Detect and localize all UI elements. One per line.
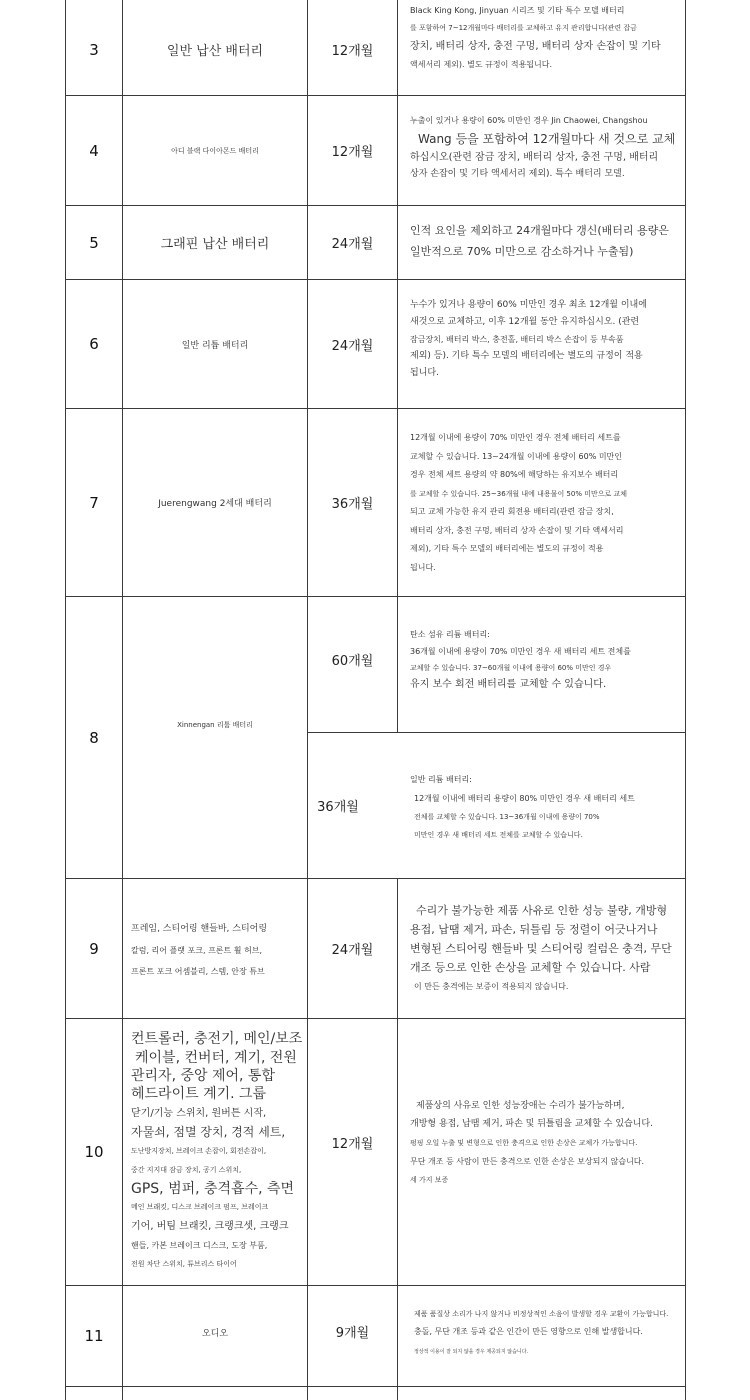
item-name: 아디 블랙 다이아몬드 배터리 [171, 146, 259, 155]
item-name: Xinnengan 리튬 배터리 [177, 721, 253, 729]
warranty-terms: 누출이 있거나 용량이 60% 미만인 경우 Jin Chaowei, Changshou Wang 등을 포함하여 12개월마다 새 것으로 교체 하십시오(관련 잠금 장치, 배터리 상자, 충전 구멍, 배터리 상자 손잡이 및 기타 액세서리 제외). 특수 배터리 모델. [410, 116, 676, 179]
warranty-period: 24개월 [331, 943, 374, 958]
row-number: 5 [89, 233, 99, 252]
warranty-terms: 탄소 섬유 리튬 배터리: 36개월 이내에 용량이 70% 미만인 경우 새 배터리 세트 전체를 교체할 수 있습니다. 37~60개월 이내에 용량이 60% 미만인 경우 유지 보수 회전 배터리를 교체할 수 있습니다. [410, 630, 631, 690]
item-name: 일반 납산 배터리 [166, 44, 264, 59]
warranty-terms: 제품 품질상 소리가 나지 않거나 비정상적인 소음이 발생할 경우 교환이 가능합니다. 충돌, 무단 개조 등과 같은 인간이 만든 영향으로 인해 발생합니다. 정상적 이용이 잘 되지 않을 경우 제공되지 않습니다. [414, 1310, 669, 1355]
row-number: 3 [89, 40, 99, 59]
warranty-period: 12개월 [331, 44, 374, 59]
warranty-period: 12개월 [331, 1136, 374, 1152]
warranty-period: 36개월 [331, 497, 374, 512]
row-divider [65, 1386, 686, 1387]
row-number: 8 [89, 728, 99, 747]
warranty-terms: 12개월 이내에 용량이 70% 미만인 경우 전체 배터리 세트를 교체할 수 있습니다. 13~24개월 이내에 용량이 60% 미만인 경우 전체 세트 용량의 약 80%에 해당하는 유지보수 배터리 를 교체할 수 있습니다. 25~36개월 내에 내용물이 50% 미만으로 교체 되고 교체 가능한 유지 관리 회전용 배터리(관련 잠금 장치, 배터리 상자, 충전 구멍, 배터리 상자 손잡이 및 기타 액세서리 제외), 기타 특수 모델의 배터리에는 별도의 규정이 적용 됩니다. [410, 433, 628, 572]
row-number: 10 [84, 1143, 104, 1161]
warranty-period: 9개월 [335, 1325, 370, 1341]
warranty-terms: 누수가 있거나 용량이 60% 미만인 경우 최초 12개월 이내에 새것으로 교체하고, 이후 12개월 동안 유지하십시오. (관련 잠금장치, 배터리 박스, 충전홀, 배터리 박스 손잡이 등 부속품 제외) 등). 기타 특수 모델의 배터리에는 별도의 규정이 적용 됩니다. [410, 300, 647, 378]
warranty-terms: 인적 요인을 제외하고 24개월마다 갱신(배터리 용량은 일반적으로 70% 미만으로 감소하거나 누출됨) [410, 224, 669, 258]
item-name: 컨트롤러, 충전기, 메인/보조 케이블, 컨버터, 계기, 전원 관리자, 중앙 제어, 통합 헤드라이트 계기. 그룹 닫기/기능 스위치, 원버튼 시작, 자물쇠, 점멸 장치, 경적 세트, 도난방지장치, 브레이크 손잡이, 회전손잡이, 중간 지지대 잠금 장치, 공기 스위치, GPS, 범퍼, 충격흡수, 측면 메인 브래킷, 디스크 브레이크 펌프, 브레이크 기어, 버팀 브래킷, 크랭크셋, 크랭크 핸들, 카본 브레이크 디스크, 도장 부품, 전원 차단 스위치, 튜브리스 타이어 [131, 1031, 303, 1268]
item-name: 일반 리튬 배터리 [181, 340, 249, 351]
warranty-period: 24개월 [331, 237, 374, 252]
warranty-terms: 제품상의 사유로 인한 성능장애는 수리가 불가능하며, 개방형 용접, 납땜 제거, 파손 및 뒤틀림을 교체할 수 있습니다. 펑핑 오일 누출 및 변형으로 인한 충격으로 인한 손상은 교체가 가능합니다. 무단 개조 등 사람이 만든 충격으로 인한 손상은 보상되지 않습니다. 세 가지 보증 [410, 1101, 653, 1184]
warranty-terms: 일반 리튬 배터리: 12개월 이내에 배터리 용량이 80% 미만인 경우 새 배터리 세트 전체를 교체할 수 있습니다. 13~36개월 이내에 용량이 70% 미만인 경우 새 배터리 세트 전체를 교체할 수 있습니다. [410, 775, 635, 839]
item-name: 프레임, 스티어링 핸들바, 스티어링 칼럼, 리어 플랫 포크, 프론트 휠 허브, 프론트 포크 어셈블리, 스템, 안장 튜브 [131, 924, 268, 976]
row-number: 7 [89, 493, 99, 512]
warranty-terms: Black King Kong, Jinyuan 시리즈 및 기타 특수 모델 배터리 를 포함하여 7~12개월마다 배터리를 교체하고 유지 관리합니다(관련 잡금 장치, 배터리 상자, 충전 구멍, 배터리 상자 손잡이 및 기타 액세서리 제외). 별도 규정이 적용됩니다. [410, 6, 661, 69]
row-number: 4 [89, 141, 99, 160]
warranty-period: 12개월 [331, 145, 374, 160]
column-divider [685, 0, 686, 1400]
warranty-period: 36개월 [317, 800, 359, 815]
item-name: 오디오 [201, 1328, 229, 1339]
warranty-period: 24개월 [331, 338, 374, 354]
warranty-terms: 수리가 불가능한 제품 사유로 인한 성능 불량, 개방형 용접, 납땜 제거, 파손, 뒤틀림 등 정렬이 어긋나거나 변형된 스티어링 핸들바 및 스티어링 컬럼은 충격, 무단 개조 등으로 인한 손상을 교체할 수 있습니다. 사람 이 만든 충격에는 보증이 적용되지 않습니다. [410, 904, 672, 991]
item-name: Juerengwang 2세대 배터리 [158, 499, 272, 509]
row-number: 9 [89, 939, 99, 958]
row-number: 11 [84, 1327, 104, 1345]
row-number: 6 [89, 335, 99, 353]
warranty-period: 60개월 [331, 653, 374, 669]
item-name: 그래핀 납산 배터리 [160, 237, 270, 252]
